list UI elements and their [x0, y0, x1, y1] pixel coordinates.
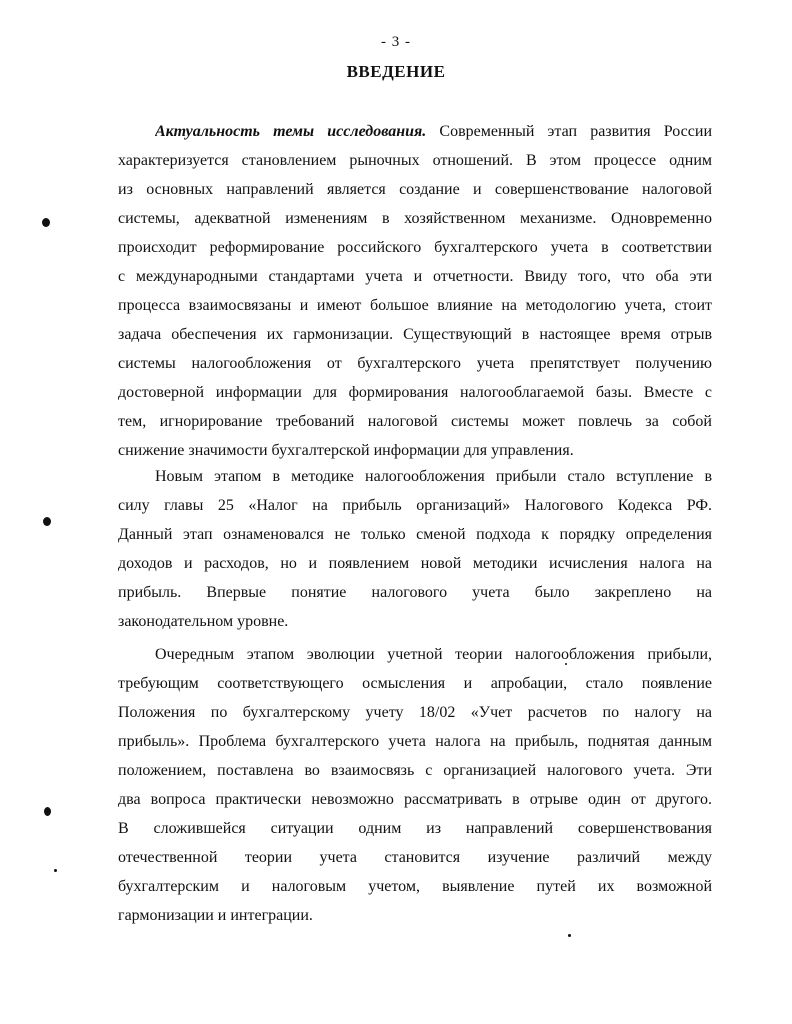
paragraph-line: Данный этап ознаменовался не только сменой подхода к порядку определения	[118, 526, 712, 543]
page-number: - 3 -	[381, 34, 411, 50]
relevance-lead: Актуальность темы исследования.	[155, 123, 427, 140]
section-heading: ВВЕДЕНИЕ	[346, 62, 446, 81]
paragraph-line: бухгалтерским и налоговым учетом, выявление путей их возможной	[118, 878, 712, 895]
paragraph-pbu-18	[118, 640, 712, 930]
paragraph-line: системы, адекватной изменениям в хозяйственном механизме. Одновременно	[118, 210, 712, 227]
paragraph-line: силу главы 25 «Налог на прибыль организаций» Налогового Кодекса РФ.	[118, 497, 712, 514]
paragraph-line: происходит реформирование российского бухгалтерского учета в соответствии	[118, 239, 712, 256]
paragraph-line: прибыль. Впервые понятие налогового учета было закреплено на	[118, 584, 712, 601]
paragraph-line: системы налогообложения от бухгалтерского учета препятствует получению	[118, 355, 712, 372]
binder-hole-mark	[42, 218, 50, 227]
paragraph-relevance	[118, 117, 712, 465]
binder-hole-mark	[44, 807, 51, 816]
paragraph-line: с международными стандартами учета и отчетности. Ввиду того, что оба эти	[118, 268, 712, 285]
paragraph-line: В сложившейся ситуации одним из направлений совершенствования	[118, 820, 712, 837]
paragraph-line: процесса взаимосвязаны и имеют большое влияние на методологию учета, стоит	[118, 297, 712, 314]
binder-hole-mark	[43, 517, 51, 526]
paragraph-line: Положения по бухгалтерскому учету 18/02 «Учет расчетов по налогу на	[118, 704, 712, 721]
paragraph-line: прибыль». Проблема бухгалтерского учета налога на прибыль, поднятая данным	[118, 733, 712, 750]
scan-speck	[568, 934, 571, 937]
paragraph-line: снижение значимости бухгалтерской информации для управления.	[118, 442, 574, 459]
scan-speck	[54, 869, 57, 872]
paragraph-line	[155, 117, 712, 146]
scan-speck	[565, 663, 567, 665]
paragraph-line: законодательном уровне.	[118, 613, 289, 630]
paragraph-line: два вопроса практически невозможно рассматривать в отрыве один от другого.	[118, 791, 712, 808]
paragraph-tax-code	[118, 462, 712, 636]
paragraph-line: достоверной информации для формирования налогооблагаемой базы. Вместе с	[118, 384, 712, 401]
paragraph-line: гармонизации и интеграции.	[118, 907, 313, 924]
paragraph-line: Очередным этапом эволюции учетной теории налогообложения прибыли,	[155, 646, 712, 663]
paragraph-line: требующим соответствующего осмысления и апробации, стало появление	[118, 675, 712, 692]
paragraph-line: тем, игнорирование требований налоговой системы может повлечь за собой	[118, 413, 712, 430]
line-text: Современный этап развития России	[439, 123, 712, 140]
paragraph-line: Новым этапом в методике налогообложения прибыли стало вступление в	[155, 468, 712, 485]
paragraph-line: характеризуется становлением рыночных отношений. В этом процессе одним	[118, 152, 712, 169]
paragraph-line: отечественной теории учета становится изучение различий между	[118, 849, 712, 866]
paragraph-line: из основных направлений является создание и совершенствование налоговой	[118, 181, 712, 198]
paragraph-line: доходов и расходов, но и появлением новой методики исчисления налога на	[118, 555, 712, 572]
paragraph-line: задача обеспечения их гармонизации. Существующий в настоящее время отрыв	[118, 326, 712, 343]
paragraph-line: положением, поставлена во взаимосвязь с организацией налогового учета. Эти	[118, 762, 712, 779]
